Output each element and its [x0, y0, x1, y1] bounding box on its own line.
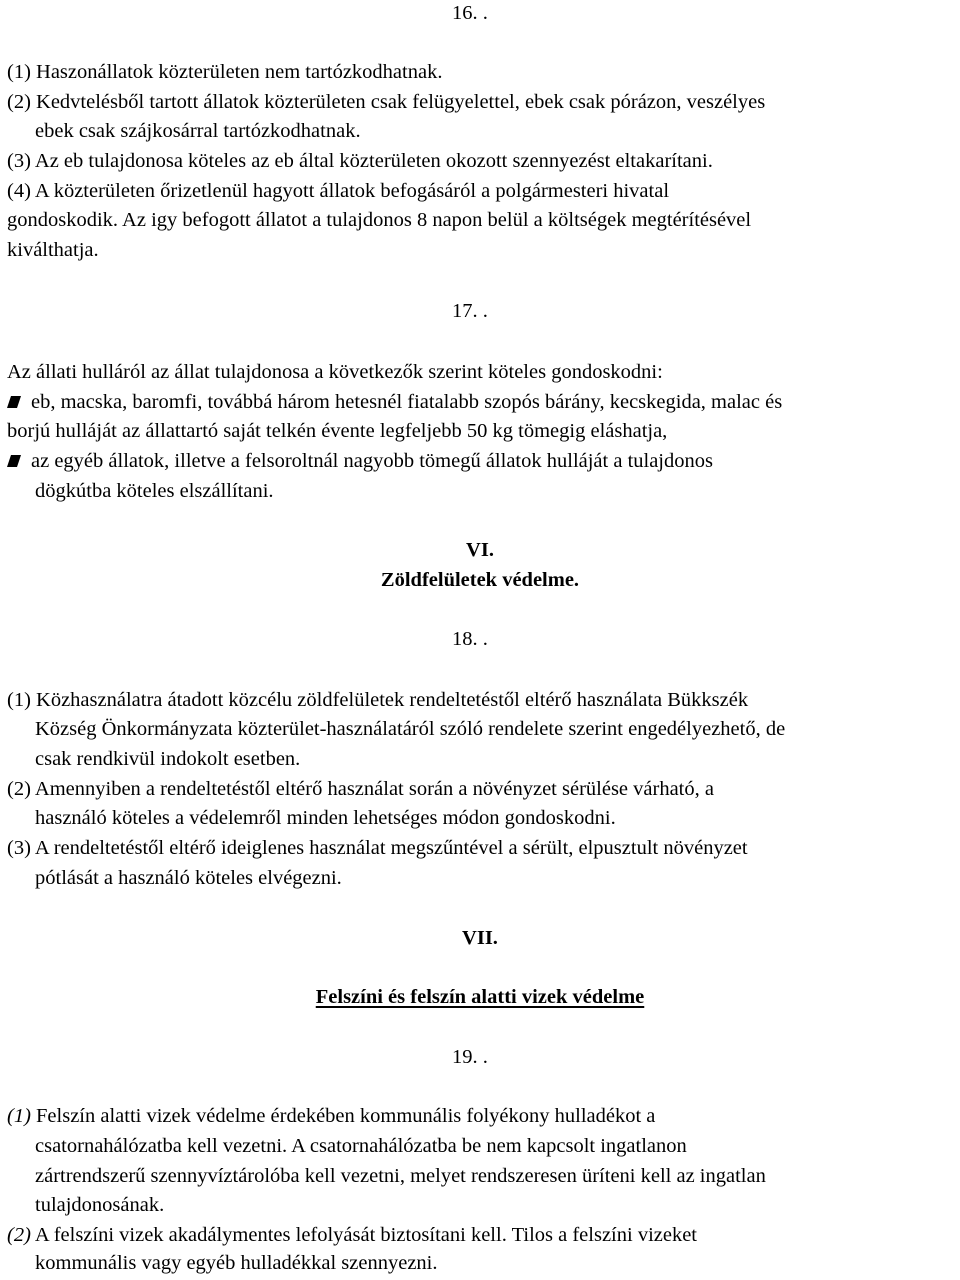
- section-19-p2-line-2: kommunális vagy egyéb hulladékkal szennyezni.: [35, 1252, 438, 1274]
- section-18-line-2: Község Önkormányzata közterület-használatáról szóló rendelete szerint engedélyezhető, de: [35, 718, 786, 740]
- chapter-7-number: VII.: [462, 927, 498, 949]
- section-18-line-6: (3) A rendeltetéstől eltérő ideiglenes használat megszűntével a sérült, elpusztult növényzet: [7, 837, 748, 859]
- section-16-line-3: ebek csak szájkosárral tartózkodhatnak.: [35, 120, 361, 142]
- chapter-7-title: Felszíni és felszín alatti vizek védelme: [315, 986, 645, 1008]
- section-19-p1-line-4: tulajdonosának.: [35, 1194, 165, 1216]
- section-18-line-7: pótlását a használó köteles elvégezni.: [35, 867, 342, 889]
- section-16-heading: 16. .: [452, 2, 488, 24]
- section-16-line-1: (1) Haszonállatok közterületen nem tartózkodhatnak.: [7, 61, 443, 83]
- list-item-1-line-1: eb, macska, baromfi, továbbá három hetesnél fiatalabb szopós bárány, kecskegida, malac és: [31, 391, 783, 413]
- section-18-line-3: csak rendkivül indokolt esetben.: [35, 748, 301, 770]
- section-19-p1-line-3: zártrendszerű szennyvíztárolóba kell vezetni, melyet rendszeresen üríteni kell az ingatlan: [35, 1165, 766, 1187]
- bullet-icon: [7, 454, 21, 468]
- section-19-paragraph-2: [7, 1220, 697, 1250]
- section-19-p2-line-1: A felszíni vizek akadálymentes lefolyását biztosítani kell. Tilos a felszíni vizeket: [34, 1224, 698, 1246]
- section-17-heading: 17. .: [452, 300, 488, 322]
- section-16-line-7: kiválthatja.: [7, 239, 99, 261]
- section-17-intro: Az állati hulláról az állat tulajdonosa a következők szerint köteles gondoskodni:: [7, 361, 663, 383]
- section-16-line-5: (4) A közterületen őrizetlenül hagyott állatok befogásáról a polgármesteri hivatal: [7, 180, 670, 202]
- section-19-p1-line-1: Felszín alatti vizek védelme érdekében kommunális folyékony hulladékot a: [36, 1105, 656, 1127]
- section-18-line-5: használó köteles a védelemről minden lehetséges módon gondoskodni.: [35, 807, 616, 829]
- section-19-p1-line-2: csatornahálózatba kell vezetni. A csatornahálózatba be nem kapcsolt ingatlanon: [35, 1135, 687, 1157]
- section-16-line-2: (2) Kedvtelésből tartott állatok közterületen csak felügyelettel, ebek csak pórázon, veszélyes: [7, 91, 766, 113]
- section-18-line-4: (2) Amennyiben a rendeltetéstől eltérő használat során a növényzet sérülése várható, a: [7, 778, 714, 800]
- section-18-heading: 18. .: [452, 628, 488, 650]
- section-16-line-6: gondoskodik. Az igy befogott állatot a tulajdonos 8 napon belül a költségek megtérítésével: [7, 209, 752, 231]
- paragraph-2-number: (2): [7, 1224, 31, 1246]
- bullet-icon: [7, 395, 21, 409]
- section-19-heading: 19. .: [452, 1046, 488, 1068]
- list-item-2: [7, 446, 713, 476]
- section-19-paragraph-1: [7, 1101, 655, 1131]
- list-item-1: [7, 387, 782, 417]
- section-16-line-4: (3) Az eb tulajdonosa köteles az eb által közterületen okozott szennyezést eltakarítani.: [7, 150, 713, 172]
- list-item-2-line-2: dögkútba köteles elszállítani.: [35, 480, 274, 502]
- chapter-6-title: Zöldfelületek védelme.: [380, 569, 580, 591]
- paragraph-1-number: (1): [7, 1105, 31, 1127]
- chapter-6-number: VI.: [466, 539, 494, 561]
- list-item-2-line-1: az egyéb állatok, illetve a felsoroltnál nagyobb tömegű állatok hulláját a tulajdonos: [31, 450, 713, 472]
- section-18-line-1: (1) Közhasználatra átadott közcélu zöldfelületek rendeltetéstől eltérő használata Bükkszék: [7, 689, 749, 711]
- list-item-1-line-2: borjú hulláját az állattartó saját telkén évente legfeljebb 50 kg tömegig eláshatja,: [7, 420, 668, 442]
